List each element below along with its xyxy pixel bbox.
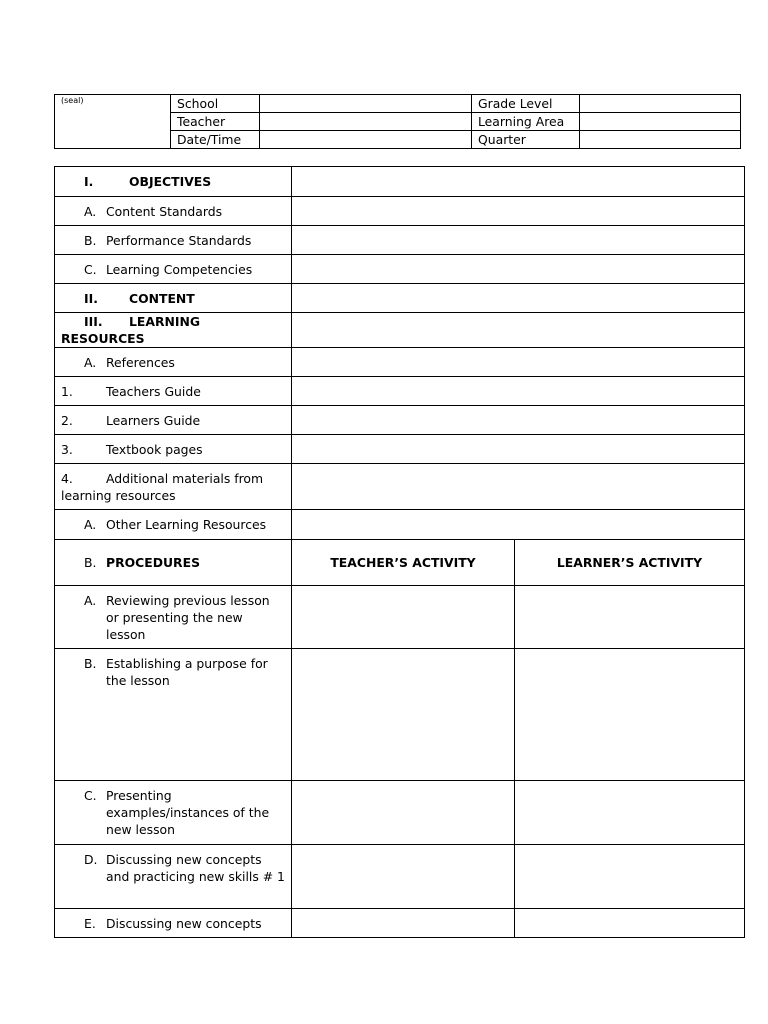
table-row <box>55 845 745 909</box>
learning-area-label: Learning Area <box>472 113 580 131</box>
table-row <box>55 540 745 586</box>
item-letter: B. <box>84 232 97 248</box>
textbook-pages-label <box>55 435 292 464</box>
item-label: Other Learning Resources <box>106 517 267 532</box>
objectives-field[interactable] <box>292 167 745 197</box>
learner-activity-field[interactable] <box>515 909 745 938</box>
performance-standards-field[interactable] <box>292 226 745 255</box>
item-label: Textbook pages <box>106 441 203 457</box>
table-row <box>55 226 745 255</box>
item-letter: D. <box>84 852 98 867</box>
table-row <box>55 435 745 464</box>
table-row <box>55 510 745 540</box>
item-letter: B. <box>84 555 97 570</box>
item-label: Additional materials from <box>106 470 264 486</box>
content-standards-field[interactable] <box>292 197 745 226</box>
item-label: Learning Competencies <box>106 261 253 277</box>
content-standards-label <box>55 197 292 226</box>
item-number: 1. <box>61 383 73 399</box>
item-number: 2. <box>61 412 73 428</box>
item-label-continued: learning resources <box>61 487 176 503</box>
item-label: Content Standards <box>106 203 223 219</box>
datetime-label: Date/Time <box>171 131 260 149</box>
table-row <box>55 586 745 649</box>
section-title: PROCEDURES <box>106 555 200 570</box>
table-row <box>55 406 745 435</box>
item-letter: A. <box>84 593 97 608</box>
content-heading <box>55 284 292 313</box>
performance-standards-label <box>55 226 292 255</box>
lesson-plan-table <box>54 166 745 938</box>
table-row <box>55 348 745 377</box>
teacher-field[interactable] <box>260 113 472 131</box>
grade-level-field[interactable] <box>580 95 741 113</box>
step-label <box>55 586 292 649</box>
section-title: CONTENT <box>129 290 195 306</box>
teacher-activity-field[interactable] <box>292 909 515 938</box>
datetime-field[interactable] <box>260 131 472 149</box>
table-row <box>55 781 745 845</box>
step-label <box>55 845 292 909</box>
quarter-field[interactable] <box>580 131 741 149</box>
item-letter: B. <box>84 656 97 671</box>
table-row <box>55 464 745 510</box>
table-row <box>55 649 745 781</box>
item-letter: A. <box>84 354 97 370</box>
learners-guide-label <box>55 406 292 435</box>
table-row <box>55 909 745 938</box>
other-resources-label <box>55 510 292 540</box>
school-label: School <box>171 95 260 113</box>
school-field[interactable] <box>260 95 472 113</box>
step-label <box>55 781 292 845</box>
seal-label: (seal) <box>61 96 84 105</box>
seal-cell <box>55 95 171 149</box>
step-label <box>55 909 292 938</box>
item-number: 4. <box>61 470 73 486</box>
procedures-heading <box>55 540 292 586</box>
textbook-pages-field[interactable] <box>292 435 745 464</box>
additional-materials-label <box>55 464 292 510</box>
table-row <box>55 167 745 197</box>
references-field[interactable] <box>292 348 745 377</box>
learner-activity-field[interactable] <box>515 781 745 845</box>
roman-numeral: II. <box>84 290 98 306</box>
learners-guide-field[interactable] <box>292 406 745 435</box>
teacher-activity-field[interactable] <box>292 586 515 649</box>
item-label: Reviewing previous lesson or presenting the new lesson <box>106 593 270 642</box>
learning-competencies-label <box>55 255 292 284</box>
references-label <box>55 348 292 377</box>
step-label <box>55 649 292 781</box>
quarter-label: Quarter <box>472 131 580 149</box>
learner-activity-field[interactable] <box>515 845 745 909</box>
teachers-guide-field[interactable] <box>292 377 745 406</box>
learning-resources-field[interactable] <box>292 313 745 348</box>
learning-resources-heading <box>55 313 292 348</box>
table-row <box>55 197 745 226</box>
item-label: Performance Standards <box>106 232 252 248</box>
teacher-label: Teacher <box>171 113 260 131</box>
item-letter: A. <box>84 517 97 532</box>
item-letter: E. <box>84 915 96 931</box>
roman-numeral: III. <box>84 314 103 329</box>
other-resources-field[interactable] <box>292 510 745 540</box>
item-number: 3. <box>61 441 73 457</box>
item-label: Discussing new concepts and practicing new skills # 1 <box>106 852 285 884</box>
learner-activity-field[interactable] <box>515 586 745 649</box>
roman-numeral: I. <box>84 174 94 189</box>
header-table <box>54 94 741 149</box>
teachers-guide-label <box>55 377 292 406</box>
section-title: LEARNING RESOURCES <box>61 314 201 346</box>
teacher-activity-field[interactable] <box>292 781 515 845</box>
item-label: Discussing new concepts <box>106 915 262 931</box>
section-title: OBJECTIVES <box>129 174 212 189</box>
item-letter: C. <box>84 261 97 277</box>
learning-area-field[interactable] <box>580 113 741 131</box>
learner-activity-field[interactable] <box>515 649 745 781</box>
item-label: Establishing a purpose for the lesson <box>106 656 268 688</box>
table-row <box>55 377 745 406</box>
teacher-activity-field[interactable] <box>292 649 515 781</box>
item-label: Teachers Guide <box>106 383 201 399</box>
table-row <box>55 255 745 284</box>
item-label: References <box>106 354 175 370</box>
teacher-activity-field[interactable] <box>292 845 515 909</box>
table-row <box>55 313 745 348</box>
item-label: Presenting examples/instances of the new lesson <box>106 788 270 837</box>
learner-activity-header: LEARNER’S ACTIVITY <box>515 540 745 586</box>
item-letter: C. <box>84 788 97 803</box>
item-label: Learners Guide <box>106 412 201 428</box>
grade-level-label: Grade Level <box>472 95 580 113</box>
learning-competencies-field[interactable] <box>292 255 745 284</box>
additional-materials-field[interactable] <box>292 464 745 510</box>
item-letter: A. <box>84 203 97 219</box>
objectives-heading <box>55 167 292 197</box>
teacher-activity-header: TEACHER’S ACTIVITY <box>292 540 515 586</box>
content-field[interactable] <box>292 284 745 313</box>
table-row <box>55 284 745 313</box>
